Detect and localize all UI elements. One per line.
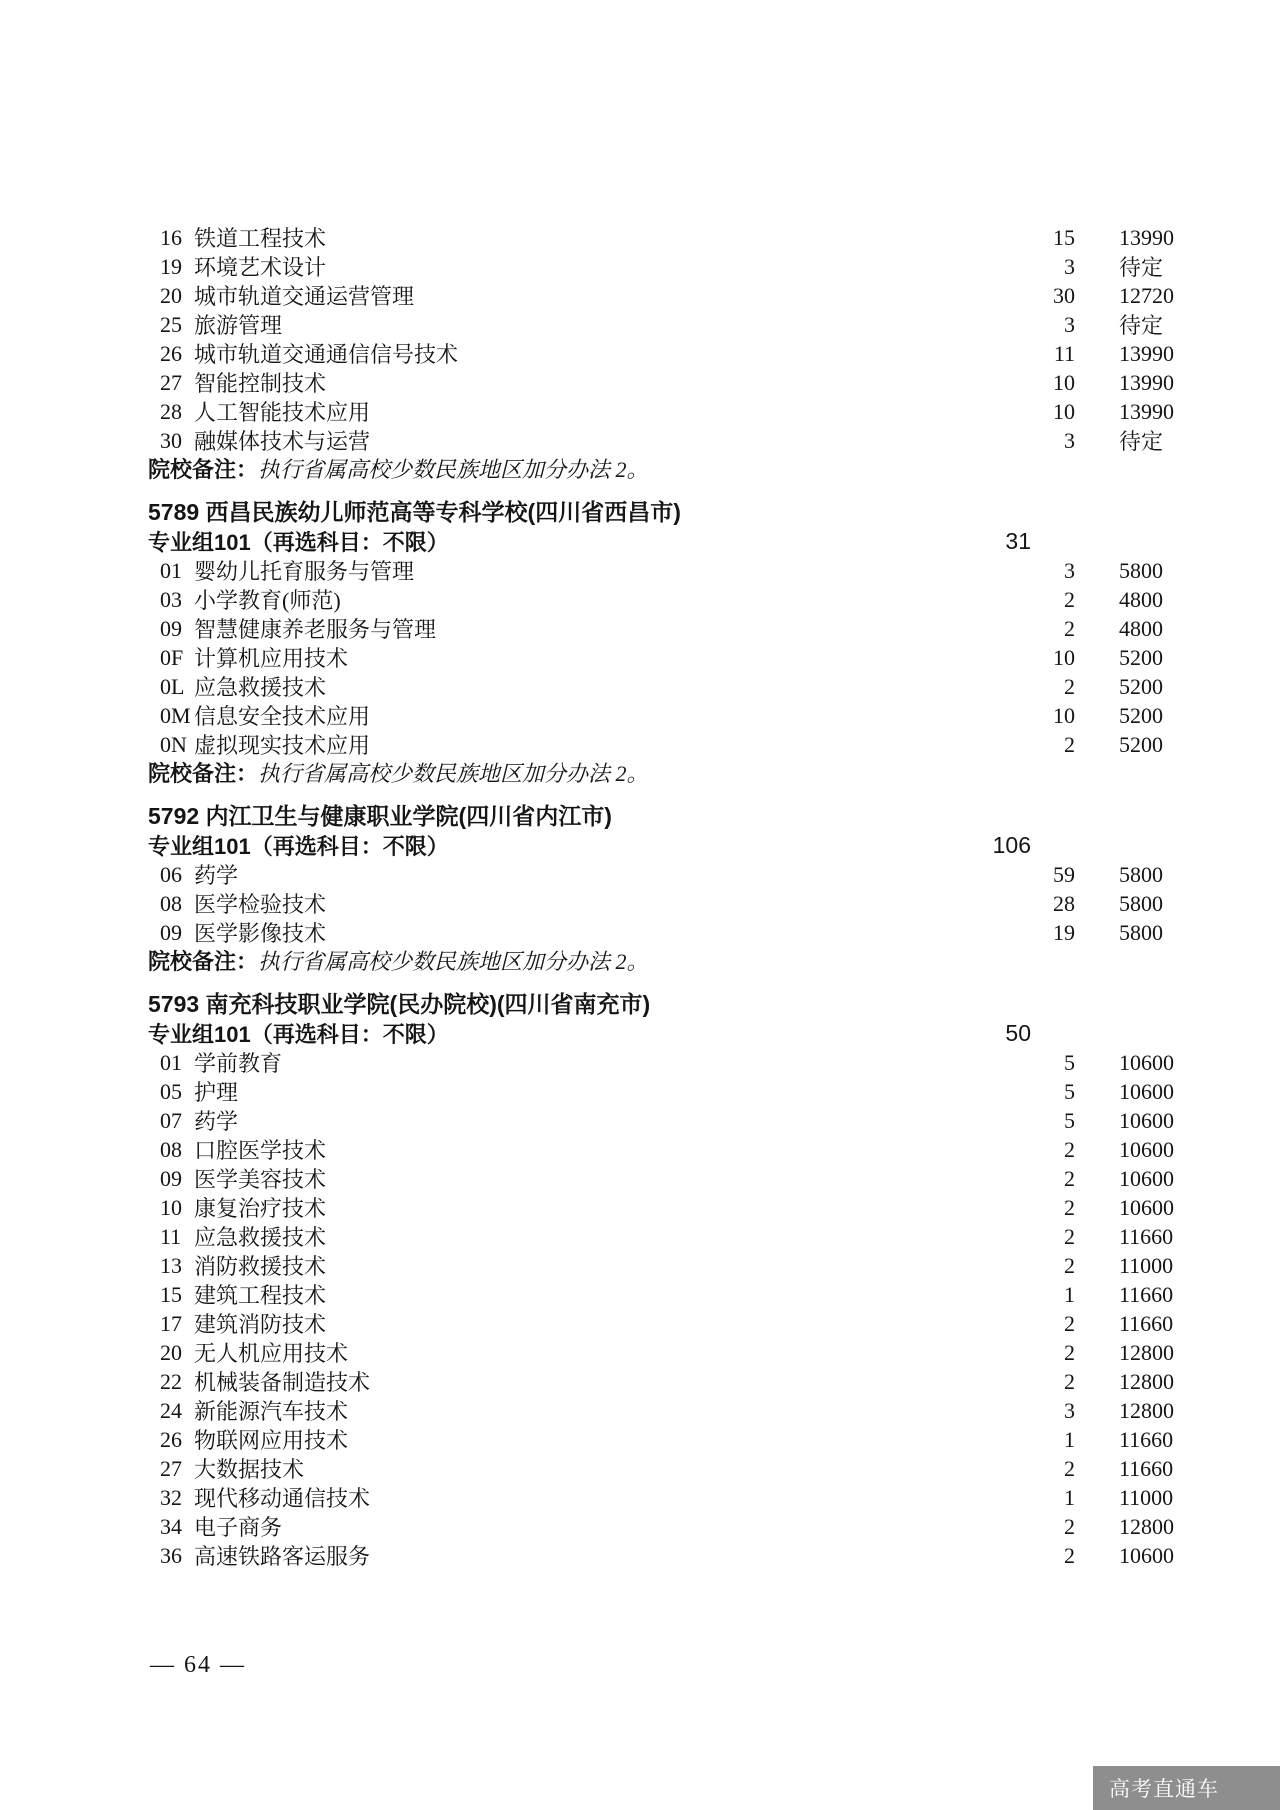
major-plan-count: 2 [1064,1136,1075,1162]
remark-label: 院校备注： [148,457,259,482]
school-section [0,802,1280,976]
major-code: 24 [160,1397,182,1423]
major-name: 护理 [194,1080,239,1105]
school-section [0,990,1280,1570]
major-row [0,1193,1280,1222]
major-group-row [0,527,1280,556]
major-plan-count: 3 [1064,557,1075,583]
major-list [0,860,1280,947]
major-plan-count: 5 [1064,1078,1075,1104]
major-code: 11 [160,1223,182,1249]
major-row [0,1106,1280,1135]
major-code: 17 [160,1310,182,1336]
major-plan-count: 2 [1064,1339,1075,1365]
major-name: 智慧健康养老服务与管理 [194,617,437,642]
major-plan-count: 2 [1064,1310,1075,1336]
footer-watermark-bar [1093,1766,1280,1810]
major-plan-count: 2 [1064,731,1075,757]
major-plan-count: 5 [1064,1107,1075,1133]
major-plan-count: 2 [1064,1252,1075,1278]
major-code: 30 [160,427,182,453]
major-row [0,426,1280,455]
major-plan-count: 28 [1053,890,1075,916]
group-total-count: 50 [1005,1020,1031,1046]
major-tuition-fee: 5200 [1119,702,1163,728]
major-list [0,556,1280,759]
footer-brand-text: 高考直通车 [1109,1778,1219,1801]
major-row [0,1425,1280,1454]
major-plan-count: 11 [1053,340,1075,366]
remark-label: 院校备注： [148,761,259,786]
major-name: 康复治疗技术 [194,1196,327,1221]
major-tuition-fee: 12800 [1119,1513,1174,1539]
major-tuition-fee: 4800 [1119,586,1163,612]
major-row [0,1541,1280,1570]
major-code: 09 [160,1165,182,1191]
major-plan-count: 1 [1064,1281,1075,1307]
major-group-label: 专业组101（再选科目：不限） [148,530,449,555]
major-plan-count: 1 [1064,1484,1075,1510]
major-code: 13 [160,1252,182,1278]
major-row [0,643,1280,672]
remark-text: 执行省属高校少数民族地区加分办法 2。 [258,761,649,786]
major-row [0,1164,1280,1193]
major-tuition-fee: 5800 [1119,919,1163,945]
major-name: 物联网应用技术 [194,1428,349,1453]
major-plan-count: 59 [1053,861,1075,887]
major-row [0,1222,1280,1251]
major-group-label: 专业组101（再选科目：不限） [148,834,449,859]
major-row [0,730,1280,759]
major-tuition-fee: 4800 [1119,615,1163,641]
major-code: 20 [160,1339,182,1365]
major-name: 电子商务 [194,1515,283,1540]
major-name: 人工智能技术应用 [194,400,371,425]
major-row [0,1280,1280,1309]
major-plan-count: 1 [1064,1426,1075,1452]
major-list [0,1048,1280,1570]
school-header: 5789 西昌民族幼儿师范高等专科学校(四川省西昌市) [148,499,681,525]
major-name: 城市轨道交通通信信号技术 [194,342,459,367]
major-plan-count: 2 [1064,1513,1075,1539]
major-plan-count: 3 [1064,253,1075,279]
major-row [0,701,1280,730]
major-code: 32 [160,1484,182,1510]
major-row [0,889,1280,918]
major-name: 医学检验技术 [194,892,327,917]
major-row [0,860,1280,889]
major-plan-count: 2 [1064,1223,1075,1249]
major-name: 计算机应用技术 [194,646,349,671]
school-remark-row [148,947,1280,976]
major-tuition-fee: 10600 [1119,1078,1174,1104]
major-code: 26 [160,340,182,366]
major-code: 08 [160,1136,182,1162]
major-tuition-fee: 11000 [1119,1484,1174,1510]
major-tuition-fee: 10600 [1119,1136,1174,1162]
major-plan-count: 5 [1064,1049,1075,1075]
major-name: 新能源汽车技术 [194,1399,349,1424]
major-code: 19 [160,253,182,279]
major-row [0,310,1280,339]
major-code: 36 [160,1542,182,1568]
major-row [0,397,1280,426]
major-group-row [0,831,1280,860]
major-row [0,585,1280,614]
major-plan-count: 2 [1064,586,1075,612]
major-name: 信息安全技术应用 [194,704,371,729]
major-name: 环境艺术设计 [194,255,327,280]
page-number: — 64 — [150,1652,246,1678]
major-code: 09 [160,615,182,641]
major-tuition-fee: 5200 [1119,731,1163,757]
major-name: 建筑工程技术 [194,1283,327,1308]
major-plan-count: 3 [1064,427,1075,453]
major-row [0,1048,1280,1077]
remark-text: 执行省属高校少数民族地区加分办法 2。 [258,949,649,974]
major-tuition-fee: 12800 [1119,1368,1174,1394]
major-row [0,1338,1280,1367]
major-tuition-fee: 10600 [1119,1107,1174,1133]
major-plan-count: 10 [1053,398,1075,424]
major-tuition-fee: 13990 [1119,340,1174,366]
major-group-label: 专业组101（再选科目：不限） [148,1022,449,1047]
major-plan-count: 15 [1053,224,1075,250]
school-remark-row [148,759,1280,788]
major-plan-count: 2 [1064,1368,1075,1394]
major-plan-count: 30 [1053,282,1075,308]
major-row [0,1077,1280,1106]
major-plan-count: 2 [1064,1455,1075,1481]
major-plan-count: 3 [1064,311,1075,337]
major-code: 26 [160,1426,182,1452]
major-code: 08 [160,890,182,916]
major-name: 消防救援技术 [194,1254,327,1279]
school-sections [0,223,1280,1570]
major-code: 27 [160,1455,182,1481]
major-code: 28 [160,398,182,424]
major-tuition-fee: 5200 [1119,644,1163,670]
major-row [0,556,1280,585]
major-code: 06 [160,861,182,887]
major-tuition-fee: 11660 [1119,1426,1174,1452]
major-row [0,368,1280,397]
major-code: 22 [160,1368,182,1394]
major-tuition-fee: 11660 [1119,1455,1174,1481]
major-plan-count: 2 [1064,1542,1075,1568]
major-row [0,614,1280,643]
major-row [0,918,1280,947]
major-code: 15 [160,1281,182,1307]
major-tuition-fee: 5800 [1119,861,1163,887]
school-remark-row [148,455,1280,484]
major-tuition-fee: 5800 [1119,890,1163,916]
major-row [0,1135,1280,1164]
major-plan-count: 2 [1064,615,1075,641]
major-name: 虚拟现实技术应用 [194,733,371,758]
school-header: 5792 内江卫生与健康职业学院(四川省内江市) [148,803,612,829]
group-total-count: 106 [992,832,1031,858]
major-plan-count: 3 [1064,1397,1075,1423]
major-code: 16 [160,224,182,250]
major-row [0,1309,1280,1338]
major-tuition-fee: 10600 [1119,1049,1174,1075]
remark-label: 院校备注： [148,949,259,974]
major-tuition-fee: 待定 [1119,255,1164,280]
major-code: 01 [160,557,182,583]
major-tuition-fee: 10600 [1119,1165,1174,1191]
major-code: 0L [160,673,185,699]
remark-text: 执行省属高校少数民族地区加分办法 2。 [258,457,649,482]
major-plan-count: 10 [1053,369,1075,395]
major-tuition-fee: 12800 [1119,1339,1174,1365]
major-tuition-fee: 5800 [1119,557,1163,583]
major-name: 医学美容技术 [194,1167,327,1192]
major-row [0,281,1280,310]
major-name: 应急救援技术 [194,675,327,700]
major-row [0,1512,1280,1541]
major-name: 现代移动通信技术 [194,1486,371,1511]
major-name: 小学教育(师范) [194,588,341,613]
major-tuition-fee: 12720 [1119,282,1174,308]
major-row [0,223,1280,252]
major-name: 大数据技术 [194,1457,305,1482]
major-name: 药学 [194,1109,239,1134]
major-name: 城市轨道交通运营管理 [194,284,415,309]
major-group-row [0,1019,1280,1048]
major-plan-count: 2 [1064,1165,1075,1191]
major-tuition-fee: 待定 [1119,429,1164,454]
major-tuition-fee: 待定 [1119,313,1164,338]
major-name: 旅游管理 [194,313,283,338]
major-name: 建筑消防技术 [194,1312,327,1337]
major-code: 20 [160,282,182,308]
major-code: 10 [160,1194,182,1220]
major-tuition-fee: 5200 [1119,673,1163,699]
major-row [0,339,1280,368]
major-plan-count: 2 [1064,673,1075,699]
major-row [0,1454,1280,1483]
major-name: 智能控制技术 [194,371,327,396]
major-name: 学前教育 [194,1051,283,1076]
continuation-section [0,223,1280,484]
major-code: 0F [160,644,184,670]
major-tuition-fee: 12800 [1119,1397,1174,1423]
group-total-count: 31 [1005,528,1031,554]
major-tuition-fee: 11660 [1119,1281,1174,1307]
major-plan-count: 19 [1053,919,1075,945]
major-code: 25 [160,311,182,337]
major-plan-count: 10 [1053,644,1075,670]
major-row [0,1251,1280,1280]
major-list [0,223,1280,455]
major-tuition-fee: 11660 [1119,1310,1174,1336]
major-code: 34 [160,1513,182,1539]
major-name: 口腔医学技术 [194,1138,327,1163]
major-name: 高速铁路客运服务 [194,1544,371,1569]
major-code: 01 [160,1049,182,1075]
major-name: 机械装备制造技术 [194,1370,371,1395]
major-name: 药学 [194,863,239,888]
major-tuition-fee: 10600 [1119,1194,1174,1220]
major-row [0,1367,1280,1396]
major-row [0,252,1280,281]
major-tuition-fee: 13990 [1119,224,1174,250]
major-name: 应急救援技术 [194,1225,327,1250]
major-tuition-fee: 13990 [1119,369,1174,395]
school-header: 5793 南充科技职业学院(民办院校)(四川省南充市) [148,991,651,1017]
major-tuition-fee: 11660 [1119,1223,1174,1249]
major-code: 05 [160,1078,182,1104]
major-code: 07 [160,1107,182,1133]
major-name: 融媒体技术与运营 [194,429,371,454]
major-tuition-fee: 13990 [1119,398,1174,424]
major-name: 婴幼儿托育服务与管理 [194,559,415,584]
major-tuition-fee: 10600 [1119,1542,1174,1568]
major-code: 0M [160,702,191,728]
major-code: 09 [160,919,182,945]
major-row [0,672,1280,701]
major-code: 03 [160,586,182,612]
major-tuition-fee: 11000 [1119,1252,1174,1278]
major-name: 无人机应用技术 [194,1341,349,1366]
major-plan-count: 10 [1053,702,1075,728]
major-row [0,1396,1280,1425]
major-code: 27 [160,369,182,395]
major-code: 0N [160,731,187,757]
major-name: 医学影像技术 [194,921,327,946]
major-name: 铁道工程技术 [194,226,327,251]
major-plan-count: 2 [1064,1194,1075,1220]
school-section [0,498,1280,788]
major-row [0,1483,1280,1512]
